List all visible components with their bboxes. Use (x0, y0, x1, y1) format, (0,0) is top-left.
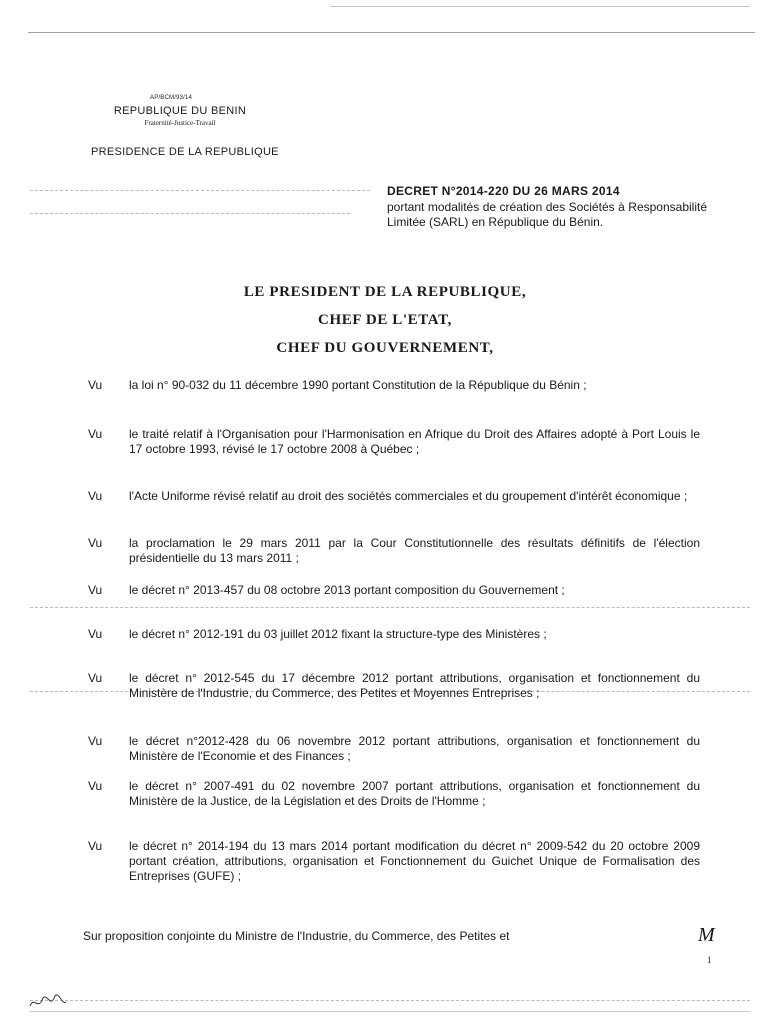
vu-text: le traité relatif à l'Organisation pour l'Harmonisation en Afrique du Droit des Affaires adopté à Port Louis le 17 octobre 1993, révisé le 17 octobre 2008 à Québec ; (129, 427, 700, 456)
vu-item (88, 839, 700, 884)
signature-scribble-icon (28, 992, 68, 1012)
vu-text: la loi n° 90-032 du 11 décembre 1990 portant Constitution de la République du Bénin ; (129, 378, 587, 392)
vu-item (88, 779, 700, 809)
vu-item (88, 734, 700, 764)
vu-text: le décret n° 2012-191 du 03 juillet 2012 fixant la structure-type des Ministères ; (129, 627, 547, 641)
vu-item (88, 427, 700, 457)
country-name: REPUBLIQUE DU BENIN (113, 105, 247, 117)
vu-label: Vu (88, 671, 103, 685)
vu-item (88, 671, 700, 701)
presidency-heading: PRESIDENCE DE LA REPUBLIQUE (91, 146, 279, 158)
vu-label: Vu (88, 489, 103, 503)
scan-dash (30, 190, 370, 191)
national-motto: Fraternité-Justice-Travail (144, 119, 216, 127)
page-mark: 1 (707, 955, 712, 965)
scan-line-top (28, 32, 755, 33)
vu-item (88, 378, 700, 393)
vu-label: Vu (88, 627, 103, 641)
vu-item (88, 489, 700, 504)
authority-line-3: CHEF DU GOUVERNEMENT, (276, 340, 494, 356)
vu-label: Vu (88, 427, 103, 441)
vu-text: le décret n° 2013-457 du 08 octobre 2013 portant composition du Gouvernement ; (129, 583, 565, 597)
closing-proposal: Sur proposition conjointe du Ministre de l'Industrie, du Commerce, des Petites et (83, 929, 510, 943)
decree-subtitle: portant modalités de création des Sociétés à Responsabilité Limitée (SARL) en République du Bénin. (387, 200, 707, 229)
vu-label: Vu (88, 583, 103, 597)
vu-label: Vu (88, 536, 103, 550)
vu-text: le décret n° 2014-194 du 13 mars 2014 portant modification du décret n° 2009-542 du 20 octobre 2009 portant création, attributions, organisation et Fonctionnement du Guichet Unique de Formalisation des Entreprises (GUFE) ; (129, 839, 700, 883)
scan-line-bottom (30, 1011, 750, 1012)
vu-label: Vu (88, 734, 103, 748)
authority-line-1: LE PRESIDENT DE LA REPUBLIQUE, (243, 284, 527, 300)
scan-dash (30, 1000, 750, 1001)
vu-text: le décret n°2012-428 du 06 novembre 2012 portant attributions, organisation et fonctionnement du Ministère de l'Economie et des Finances ; (129, 734, 700, 763)
scan-line-top-short (330, 6, 750, 7)
vu-label: Vu (88, 779, 103, 793)
scan-dash (30, 213, 350, 214)
vu-label: Vu (88, 378, 103, 392)
vu-text: le décret n° 2007-491 du 02 novembre 2007 portant attributions, organisation et fonctionnement du Ministère de la Justice, de la Législation et des Droits de l'Homme ; (129, 779, 700, 808)
vu-text: le décret n° 2012-545 du 17 décembre 2012 portant attributions, organisation et fonctionnement du Ministère de l'Industrie, du Commerce, des Petites et Moyennes Entreprises ; (129, 671, 700, 700)
vu-text: l'Acte Uniforme révisé relatif au droit des sociétés commerciales et du groupement d'intérêt économique ; (129, 489, 688, 503)
vu-text: la proclamation le 29 mars 2011 par la Cour Constitutionnelle des résultats définitifs de l'élection présidentielle du 13 mars 2011 ; (129, 536, 700, 565)
scan-dash (30, 607, 750, 608)
vu-label: Vu (88, 839, 103, 853)
reference-code: AP/BCM/93/14 (150, 95, 193, 101)
authority-line-2: CHEF DE L'ETAT, (318, 312, 452, 328)
vu-item (88, 627, 700, 642)
initials-mark: M (698, 924, 715, 946)
vu-item (88, 536, 700, 566)
vu-item (88, 583, 700, 598)
decree-title: DECRET N°2014-220 DU 26 MARS 2014 (387, 184, 620, 198)
